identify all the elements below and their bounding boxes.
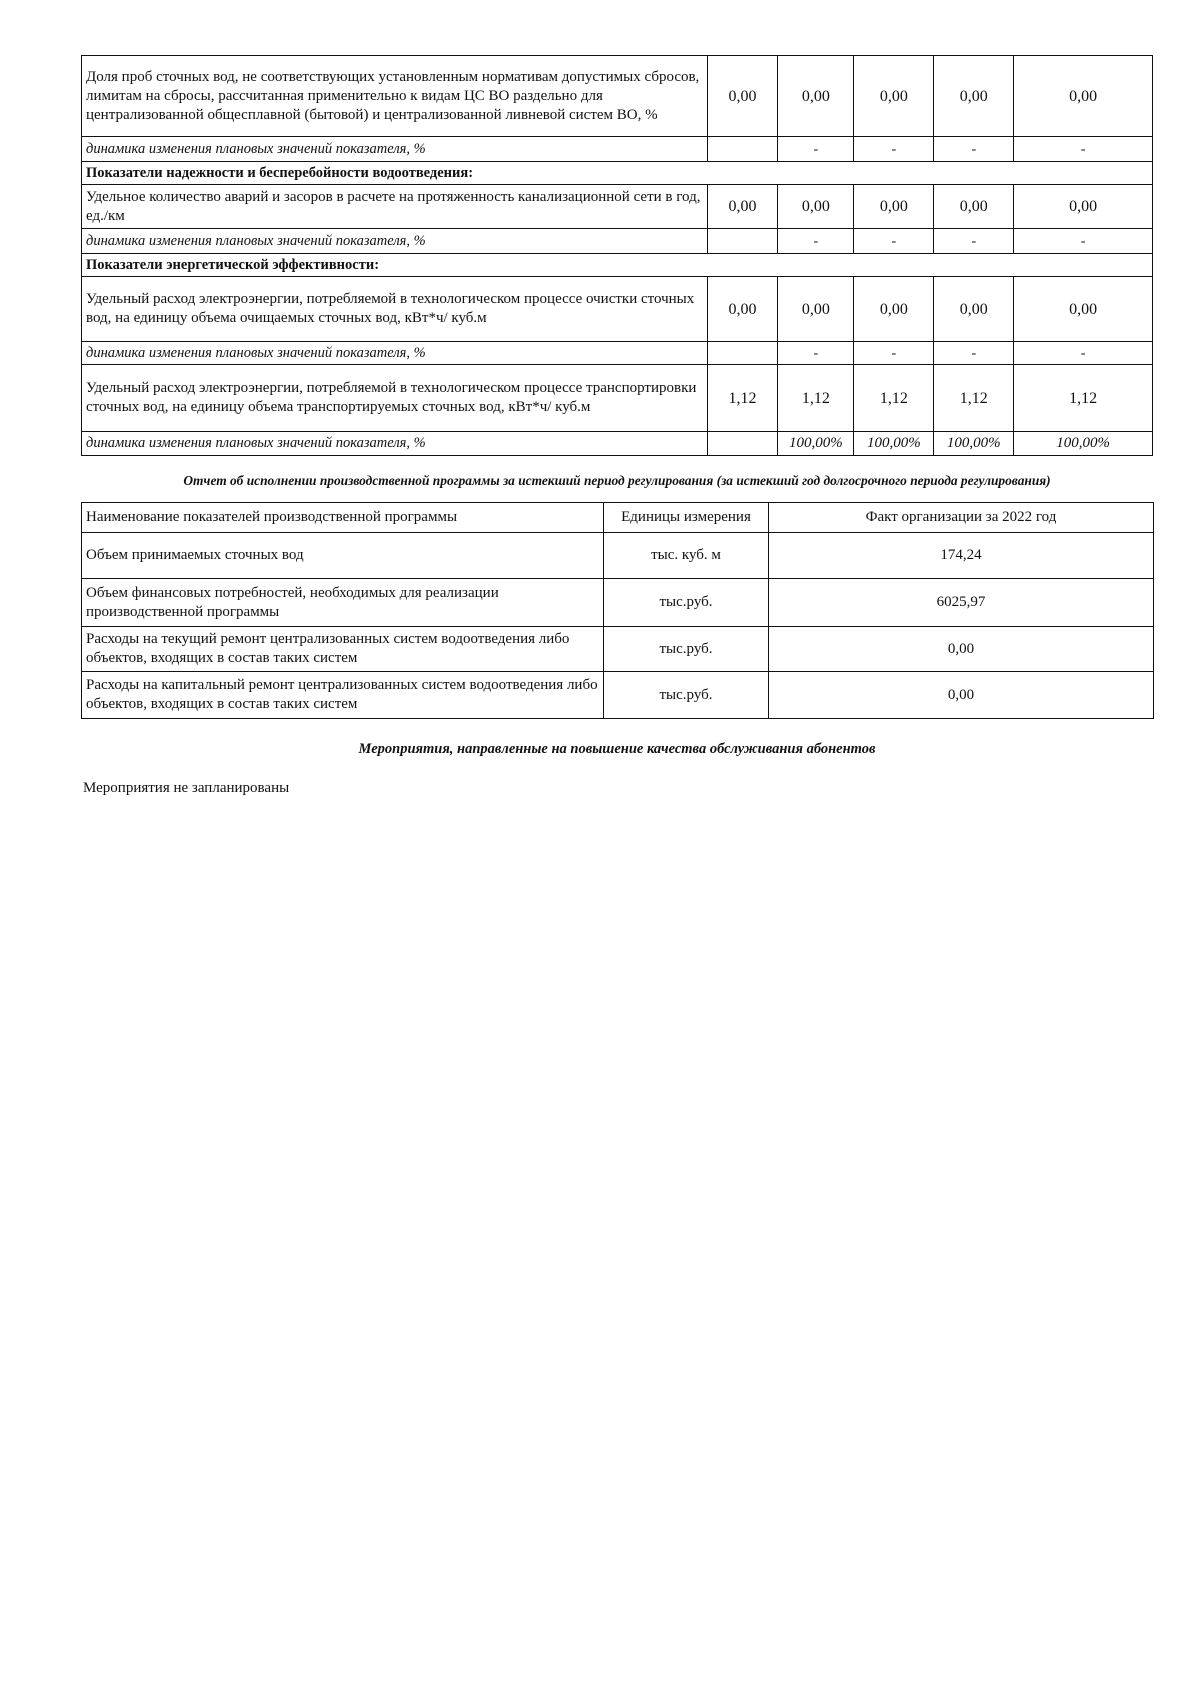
indicator-name: Удельный расход электроэнергии, потребляемой в технологическом процессе очистки сточных вод, на единицу объема очищаемых сточных вод, кВт*ч/ куб.м	[82, 277, 708, 342]
value-cell: 0,00	[854, 277, 934, 342]
table-row	[82, 229, 1153, 254]
dynamics-cell	[707, 342, 778, 365]
dynamics-cell: -	[934, 342, 1014, 365]
value-cell: 1,12	[934, 365, 1014, 432]
measures-text: Мероприятия не запланированы	[83, 780, 290, 796]
table-row	[82, 533, 1154, 579]
dynamics-cell: -	[934, 137, 1014, 162]
value-cell: 0,00	[707, 56, 778, 137]
table-row	[82, 627, 1154, 672]
value-cell: 1,12	[1014, 365, 1153, 432]
dynamics-cell: -	[1014, 342, 1153, 365]
value-cell: 0,00	[1014, 185, 1153, 229]
dynamics-cell: -	[1014, 229, 1153, 254]
value-cell: 174,24	[769, 533, 1154, 579]
indicator-name: Расходы на текущий ремонт централизованных систем водоотведения либо объектов, входящих в состав таких систем	[82, 627, 604, 672]
dynamics-cell: 100,00%	[1014, 432, 1153, 456]
column-header-fact: Факт организации за 2022 год	[769, 503, 1154, 533]
dynamics-label: динамика изменения плановых значений показателя, %	[82, 137, 708, 162]
value-cell: 0,00	[854, 185, 934, 229]
table-row	[82, 56, 1153, 137]
document-page	[81, 55, 1153, 797]
table-header-row	[82, 503, 1154, 533]
dynamics-cell: 100,00%	[854, 432, 934, 456]
table-row	[82, 432, 1153, 456]
indicator-name: Расходы на капитальный ремонт централизованных систем водоотведения либо объектов, входящих в состав таких систем	[82, 672, 604, 719]
value-cell: 0,00	[778, 185, 854, 229]
dynamics-cell: -	[1014, 137, 1153, 162]
table-row	[82, 162, 1153, 185]
value-cell: 0,00	[854, 56, 934, 137]
value-cell: 0,00	[1014, 277, 1153, 342]
dynamics-cell: 100,00%	[778, 432, 854, 456]
value-cell: 0,00	[934, 56, 1014, 137]
value-cell: 1,12	[707, 365, 778, 432]
unit-cell: тыс.руб.	[604, 627, 769, 672]
value-cell: 6025,97	[769, 579, 1154, 627]
dynamics-cell: -	[778, 137, 854, 162]
value-cell: 0,00	[934, 185, 1014, 229]
column-header-unit: Единицы измерения	[604, 503, 769, 533]
table-row	[82, 672, 1154, 719]
value-cell: 0,00	[707, 277, 778, 342]
value-cell: 0,00	[769, 672, 1154, 719]
dynamics-cell: -	[854, 137, 934, 162]
table-row	[82, 185, 1153, 229]
dynamics-cell: -	[854, 342, 934, 365]
report-title: Отчет об исполнении производственной программы за истекший период регулирования (за истекший год долгосрочного периода регулирования)	[183, 473, 1051, 488]
table-row	[82, 456, 1153, 503]
value-cell: 0,00	[778, 277, 854, 342]
dynamics-cell	[707, 229, 778, 254]
column-header-name: Наименование показателей производственной программы	[82, 503, 604, 533]
dynamics-cell	[707, 432, 778, 456]
dynamics-label: динамика изменения плановых значений показателя, %	[82, 342, 708, 365]
measures-title: Мероприятия, направленные на повышение качества обслуживания абонентов	[358, 741, 876, 757]
unit-cell: тыс.руб.	[604, 579, 769, 627]
indicator-name: Удельный расход электроэнергии, потребляемой в технологическом процессе транспортировки сточных вод, на единицу объема транспортируемых сточных вод, кВт*ч/ куб.м	[82, 365, 708, 432]
table-row	[82, 365, 1153, 432]
indicator-name: Объем финансовых потребностей, необходимых для реализации производственной программы	[82, 579, 604, 627]
unit-cell: тыс.руб.	[604, 672, 769, 719]
dynamics-cell: -	[778, 229, 854, 254]
dynamics-cell	[707, 137, 778, 162]
value-cell: 0,00	[1014, 56, 1153, 137]
dynamics-label: динамика изменения плановых значений показателя, %	[82, 432, 708, 456]
table-row	[82, 254, 1153, 277]
indicator-name: Объем принимаемых сточных вод	[82, 533, 604, 579]
indicators-table	[81, 55, 1153, 502]
table-row	[82, 277, 1153, 342]
dynamics-cell: -	[778, 342, 854, 365]
dynamics-cell: -	[854, 229, 934, 254]
report-table	[81, 502, 1154, 719]
table-row	[82, 579, 1154, 627]
dynamics-cell: 100,00%	[934, 432, 1014, 456]
table-row	[82, 342, 1153, 365]
section-header: Показатели надежности и бесперебойности водоотведения:	[82, 162, 1153, 185]
value-cell: 0,00	[934, 277, 1014, 342]
section-header: Показатели энергетической эффективности:	[82, 254, 1153, 277]
value-cell: 0,00	[769, 627, 1154, 672]
indicator-name: Доля проб сточных вод, не соответствующих установленным нормативам допустимых сбросов, лимитам на сбросы, рассчитанная применительно к видам ЦС ВО раздельно для централизованной общесплавной (бытовой) и централизованной ливневой систем ВО, %	[82, 56, 708, 137]
value-cell: 0,00	[707, 185, 778, 229]
unit-cell: тыс. куб. м	[604, 533, 769, 579]
dynamics-label: динамика изменения плановых значений показателя, %	[82, 229, 708, 254]
table-row	[82, 137, 1153, 162]
value-cell: 1,12	[778, 365, 854, 432]
value-cell: 0,00	[778, 56, 854, 137]
indicator-name: Удельное количество аварий и засоров в расчете на протяженность канализационной сети в год, ед./км	[82, 185, 708, 229]
value-cell: 1,12	[854, 365, 934, 432]
dynamics-cell: -	[934, 229, 1014, 254]
